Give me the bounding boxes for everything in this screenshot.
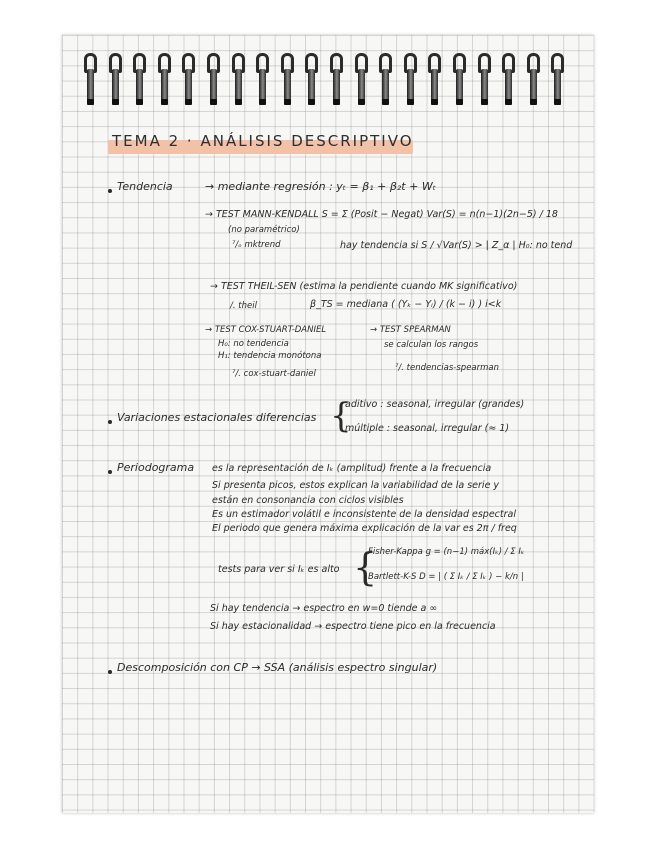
spiral-coil <box>232 47 245 105</box>
cox-stuart-command: ⁷/. cox-stuart-daniel <box>232 369 316 379</box>
estacionalidad-spectrum-note: Si hay estacionalidad → espectro tiene pico en la frecuencia <box>210 621 496 632</box>
multiple-line: múltiple : seasonal, irregular (≈ 1) <box>345 423 510 434</box>
spiral-coil <box>404 47 417 105</box>
periodograma-line-3: están en consonancia con ciclos visibles <box>212 495 404 506</box>
spearman-test: → TEST SPEARMAN <box>370 325 451 335</box>
cox-stuart-h1: H₁: tendencia monótona <box>218 351 322 361</box>
mann-kendall-note: (no paramétrico) <box>228 225 300 235</box>
page-title: TEMA 2 · ANÁLISIS DESCRIPTIVO <box>112 132 414 150</box>
mann-kendall-command: ⁷/ₒ mktrend <box>232 240 281 250</box>
section-descomposicion-label: Descomposición con CP → SSA (análisis espectro singular) <box>117 661 438 674</box>
theil-sen-command: /. theil <box>230 301 257 311</box>
section-variaciones-label: Variaciones estacionales diferencias <box>117 411 317 424</box>
tests-label: tests para ver si Iₖ es alto <box>218 564 340 575</box>
spearman-description: se calculan los rangos <box>384 340 479 350</box>
bullet-dot <box>108 470 112 474</box>
bullet-dot <box>108 670 112 674</box>
bullet-dot <box>108 189 112 193</box>
periodograma-line-5: El periodo que genera máxima explicación de la var es 2π / freq <box>212 523 517 534</box>
mann-kendall-test: → TEST MANN-KENDALL S = Σ (Posit − Negat) Var(S) = n(n−1)(2n−5) / 18 <box>205 209 558 220</box>
fisher-kappa-line: Fisher-Kappa g = (n−1) máx(Iₖ) / Σ Iₖ <box>368 547 525 557</box>
periodograma-line-1: es la representación de Iₖ (amplitud) frente a la frecuencia <box>212 463 492 474</box>
section-tendencia-label: Tendencia <box>117 180 173 193</box>
spiral-coil <box>281 47 294 105</box>
brace-icon: { <box>353 545 378 589</box>
bartlett-ks-line: Bartlett-K-S D = | ( Σ Iₖ / Σ Iₖ ) − k/n | <box>368 572 524 582</box>
spearman-command: ⁷/. tendencias-spearman <box>395 363 500 373</box>
section-periodograma-label: Periodograma <box>117 461 195 474</box>
theil-sen-formula: β_TS = mediana ( (Yₖ − Yᵢ) / (k − i) ) i<k <box>310 299 502 310</box>
spiral-coil <box>453 47 466 105</box>
periodograma-line-4: Es un estimador volátil e inconsistente de la densidad espectral <box>212 509 516 520</box>
spiral-coil <box>182 47 195 105</box>
regresion-line: → mediante regresión : yₜ = β₁ + β₂t + Wₜ <box>205 180 436 193</box>
spiral-coil <box>109 47 122 105</box>
spiral-coil <box>133 47 146 105</box>
aditivo-line: aditivo : seasonal, irregular (grandes) <box>345 399 525 410</box>
cox-stuart-test: → TEST COX-STUART-DANIEL <box>205 325 327 335</box>
spiral-coil <box>158 47 171 105</box>
spiral-binding <box>84 47 572 109</box>
spiral-coil <box>256 47 269 105</box>
brace-icon: { <box>330 396 352 436</box>
spiral-coil <box>379 47 392 105</box>
spiral-coil <box>84 47 97 105</box>
spiral-coil <box>478 47 491 105</box>
mann-kendall-rule: hay tendencia si S / √Var(S) > | Z_α | H₀: no tend <box>340 240 573 251</box>
cox-stuart-h0: H₀: no tendencia <box>218 339 289 349</box>
spiral-coil <box>551 47 564 105</box>
spiral-coil <box>330 47 343 105</box>
tendencia-spectrum-note: Si hay tendencia → espectro en w=0 tiende a ∞ <box>210 603 438 614</box>
bullet-dot <box>108 420 112 424</box>
theil-sen-test: → TEST THEIL-SEN (estima la pendiente cuando MK significativo) <box>210 281 518 292</box>
spiral-coil <box>207 47 220 105</box>
spiral-coil <box>355 47 368 105</box>
spiral-coil <box>502 47 515 105</box>
spiral-coil <box>305 47 318 105</box>
spiral-coil <box>428 47 441 105</box>
periodograma-line-2: Si presenta picos, estos explican la variabilidad de la serie y <box>212 480 500 491</box>
spiral-coil <box>527 47 540 105</box>
